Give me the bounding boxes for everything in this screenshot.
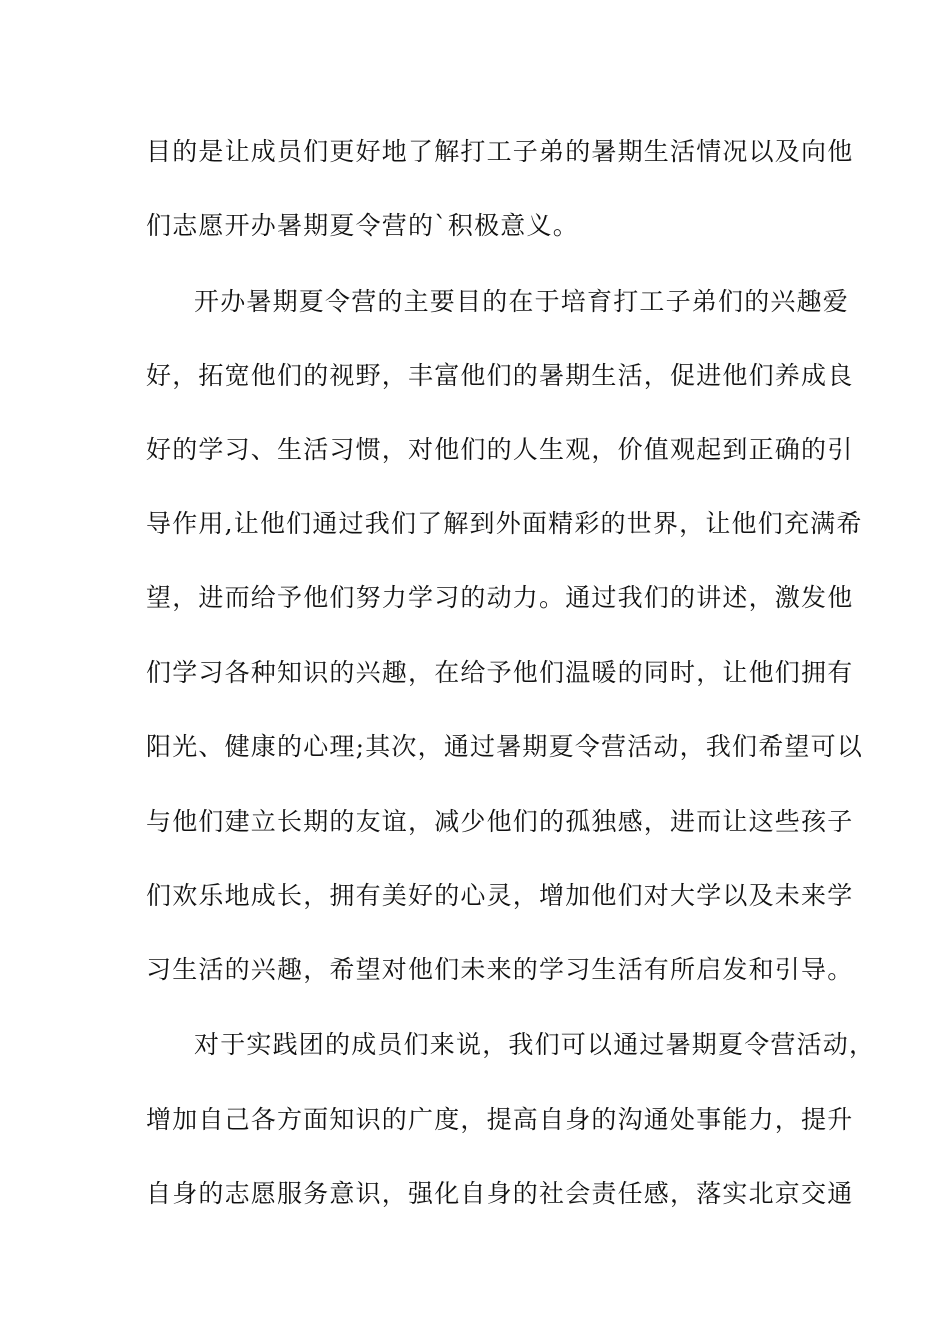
text-line: 好，拓宽他们的视野，丰富他们的暑期生活，促进他们养成良	[146, 361, 854, 390]
text-line: 目的是让成员们更好地了解打工子弟的暑期生活情况以及向他	[146, 137, 854, 166]
text-line: 望，进而给予他们努力学习的动力。通过我们的讲述，激发他	[146, 583, 854, 612]
text-line: 习生活的兴趣，希望对他们未来的学习生活有所启发和引导。	[146, 955, 854, 984]
text-line: 们志愿开办暑期夏令营的`积极意义。	[146, 211, 579, 240]
text-line: 好的学习、生活习惯，对他们的人生观，价值观起到正确的引	[146, 435, 854, 464]
text-line: 们学习各种知识的兴趣，在给予他们温暖的同时，让他们拥有	[146, 658, 854, 687]
paragraph-start-line: 开办暑期夏令营的主要目的在于培育打工子弟们的兴趣爱	[194, 287, 850, 316]
text-line: 阳光、健康的心理;其次，通过暑期夏令营活动，我们希望可以	[146, 732, 864, 761]
text-line: 自身的志愿服务意识，强化自身的社会责任感，落实北京交通	[146, 1179, 854, 1208]
text-line: 与他们建立长期的友谊，减少他们的孤独感，进而让这些孩子	[146, 807, 854, 836]
paragraph-start-line: 对于实践团的成员们来说，我们可以通过暑期夏令营活动，	[194, 1030, 876, 1059]
text-line: 们欢乐地成长，拥有美好的心灵，增加他们对大学以及未来学	[146, 881, 854, 910]
text-line: 增加自己各方面知识的广度，提高自身的沟通处事能力，提升	[146, 1105, 854, 1134]
text-line: 导作用,让他们通过我们了解到外面精彩的世界，让他们充满希	[146, 509, 863, 538]
